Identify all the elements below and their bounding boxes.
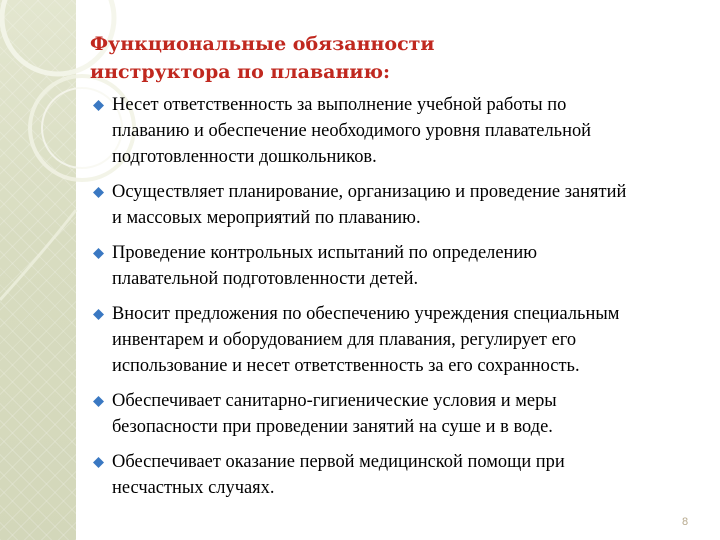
- diamond-bullet-icon: [93, 457, 104, 468]
- list-item-line: Обеспечивает санитарно-гигиенические условия и меры: [112, 391, 557, 411]
- list-item-line: Несет ответственность за выполнение учебной работы по: [112, 95, 567, 115]
- list-item-line: плаванию и обеспечение необходимого уровня плавательной: [112, 121, 592, 141]
- list-item-line: инвентарем и оборудованием для плавания, регулирует его: [112, 330, 577, 350]
- list-item: [92, 179, 716, 231]
- diamond-bullet-icon: [93, 309, 104, 320]
- diamond-bullet-icon: [93, 100, 104, 111]
- list-item-line: и массовых мероприятий по плаванию.: [112, 208, 421, 228]
- page-number: 8: [682, 516, 689, 528]
- list-item-line: безопасности при проведении занятий на суше и в воде.: [112, 417, 553, 437]
- title-line: Функциональные обязанности: [90, 33, 435, 55]
- list-item-line: подготовленности дошкольников.: [112, 147, 377, 167]
- list-item: [92, 240, 716, 292]
- list-item: [92, 388, 716, 440]
- diamond-bullet-icon: [93, 187, 104, 198]
- left-decorative-panel: [0, 0, 76, 540]
- list-item-line: Вносит предложения по обеспечению учреждения специальным: [112, 304, 620, 324]
- list-item-line: Проведение контрольных испытаний по определению: [112, 243, 538, 263]
- duties-list: [92, 92, 716, 510]
- list-item-line: Обеспечивает оказание первой медицинской помощи при: [112, 452, 565, 472]
- list-item: [92, 301, 716, 379]
- list-item-line: Осуществляет планирование, организацию и проведение занятий: [112, 182, 627, 202]
- list-item-line: использование и несет ответственность за его сохранность.: [112, 356, 580, 376]
- title-line: инструктора по плаванию:: [90, 61, 390, 83]
- diamond-bullet-icon: [93, 396, 104, 407]
- diamond-bullet-icon: [93, 248, 104, 259]
- list-item: [92, 449, 716, 501]
- list-item-line: плавательной подготовленности детей.: [112, 269, 419, 289]
- panel-pattern: [0, 0, 76, 540]
- list-item: [92, 92, 716, 170]
- slide-title: [90, 30, 590, 86]
- list-item-line: несчастных случаях.: [112, 478, 275, 498]
